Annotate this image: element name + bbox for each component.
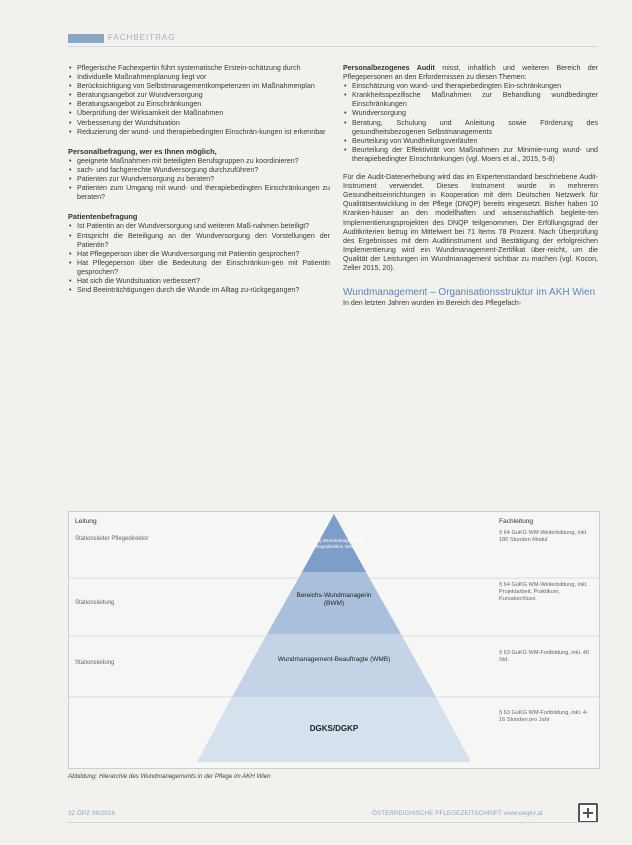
- hierarchy-figure: [68, 511, 600, 769]
- right-level-label: § 64 GuKG WM-Weiterbildung, inkl. 180 Stunden Modul: [499, 530, 588, 543]
- list-item: • Beratung, Schulung und Anleitung sowie Förderung des gesundheitsbezogenen Selbstmanagements: [343, 119, 598, 137]
- right-level-label: § 63 GuKG WM-Fortbildung, inkl. 4-16 Stunden pro Jahr: [499, 710, 588, 723]
- right-level-label: § 63 GuKG WM-Fortbildung, inkl. 40 Std.: [499, 650, 590, 663]
- list-item: • Überprüfung der Wirksamkeit der Maßnahmen: [68, 109, 330, 118]
- list-item: • Sind Beeinträchtigungen durch die Wunde im Alltag zu-rückgegangen?: [68, 286, 330, 295]
- list-item: • geeignete Maßnahmen mit beteiligten Berufsgruppen zu koordinieren?: [68, 157, 330, 166]
- left-level-label: Stationsleiter Pflegedirektor: [75, 536, 149, 542]
- list-item: • Reduzierung der wund- und therapiebedingten Einschrän-kungen ist erkennbar: [68, 128, 330, 137]
- right-column: [343, 64, 598, 308]
- list-item: • Ist Patientin an der Wundversorgung und weiteren Maß-nahmen beteiligt?: [68, 222, 330, 231]
- list-item: • Individuelle Maßnahmenplanung liegt vor: [68, 73, 330, 82]
- audit-intro-text: misst, inhaltlich und weiteren Bereich der Pflegepersonen an den Erfordernissen zu diesen Themen:: [343, 64, 598, 82]
- list-item: • Einschätzung von wund- und therapiebedingten Ein-schränkungen: [343, 82, 598, 91]
- list-item: • Krankheitsspezifische Maßnahmen zur Behandlung wundbedingter Einschränkungen: [343, 91, 598, 109]
- list-item: • Verbesserung der Wundsituation: [68, 119, 330, 128]
- pyramid-label-top: Leitung Wundmanagement Pflegedirektion Wien: [306, 538, 362, 549]
- left-level-label: Stationsleitung: [75, 660, 115, 666]
- section-text: In den letzten Jahren wurden im Bereich des Pflegefach-: [343, 298, 522, 307]
- right-level-label: § 64 GuKG WM-Weiterbildung, inkl. Projektarbeit, Praktikum, Kursabschluss: [499, 582, 588, 602]
- list-item: • sach- und fachgerechte Wundversorgung durchzuführen?: [68, 166, 330, 175]
- footer-divider: [68, 822, 598, 823]
- patient-survey-heading: Patientenbefragung: [68, 212, 138, 222]
- list-item: • Wundversorgung: [343, 109, 598, 118]
- footer-publication: ÖSTERREICHISCHE PFLEGEZEITSCHRIFT www.oegkv.at: [372, 810, 543, 817]
- left-column: [68, 64, 330, 295]
- list-item: • Hat Pflegeperson über die Bedeutung der Einschränkun-gen mit Patientin gesprochen?: [68, 259, 330, 277]
- left-level-label: Stationsleitung: [75, 600, 115, 606]
- patient-survey-list: [68, 222, 330, 295]
- pyramid-label-base: DGKS/DGKP: [309, 724, 359, 733]
- list-item: • Patienten zum Umgang mit wund- und therapiebedingten Einschränkungen zu beraten?: [68, 184, 330, 202]
- audit-paragraph: Für die Audit-Datenerhebung wird das im Expertenstandard beschriebene Audit-Instrument verwendet. Dieses Instrument wurde in mehreren Gesundheitseinrichtungen in Kooperation mit dem Deutschen Netzwerk für Qualitätsentwicklung in der Pflege (DNQP) bereits eingesetzt. Bisher haben 10 Kranken-häuser an den modellhaften und wissenschaftlich begleite-ten Implementierungsprojekten des DNQP teilgenommen. Der Erfüllungsgrad der Auditkriterien betrug im Mittelwert bei 71 Items 78 Prozent. Nach Überprüfung des Ergebnisses mit dem Auditinstrument und Bestätigung der erfolgreichen Implementierung wird ein Wundmanagement-Zertifikat über-reicht, um die Qualität der Leistungen im Wundmanagement sichtbar zu machen (vgl. Kocon, Zeller 2015, 20).: [343, 173, 598, 272]
- list-item: • Berücksichtigung von Selbstmanagementkompetenzen im Maßnahmenplan: [68, 82, 330, 91]
- figure-caption: Abbildung: Hierarchie des Wundmanagements in der Pflege im AKH Wien: [68, 773, 271, 780]
- figure-left-header: Leitung: [75, 518, 97, 525]
- list-item: • Patienten zur Wundversorgung zu beraten?: [68, 175, 330, 184]
- pyramid-label-bwm: Bereichs-Wundmanagerin (BWM): [296, 592, 372, 607]
- pyramid-level-wmb: [232, 634, 436, 697]
- section-label: FACHBEITRAG: [108, 33, 176, 42]
- list-item: • Hat sich die Wundsituation verbessert?: [68, 277, 330, 286]
- list-item: • Pflegerische Fachexpertin führt systematische Erstein-schätzung durch: [68, 64, 330, 73]
- audit-intro-bold: Personalbezogenes Audit: [343, 64, 435, 72]
- section-header: [68, 32, 598, 47]
- footer-page-info: 32 ÖPZ 06/2016: [68, 810, 115, 817]
- section-marker: [68, 34, 104, 43]
- list-item: • Hat Pflegeperson über die Wundversorgung mit Patientin gesprochen?: [68, 250, 330, 259]
- audit-topics-list: [343, 82, 598, 164]
- staff-survey-list: [68, 157, 330, 202]
- figure-right-header: Fachleitung: [499, 518, 534, 525]
- criteria-list: [68, 64, 330, 137]
- audit-intro: [343, 64, 598, 82]
- cross-logo-icon: [578, 803, 598, 823]
- list-item: • Beratungsangebot zur Wundversorgung: [68, 91, 330, 100]
- staff-survey-heading: Personalbefragung, wer es Ihnen möglich,: [68, 146, 217, 156]
- list-item: • Beurteilung von Wundheilungsverläufen: [343, 137, 598, 146]
- list-item: • Beratungsangebot zu Einschränkungen: [68, 100, 330, 109]
- list-item: • Entspricht die Beteiligung an der Wundversorgung den Vorstellungen der Patientin?: [68, 232, 330, 250]
- list-item: • Beurteilung der Effektivität von Maßnahmen zur Minimie-rung wund- und therapiebedingter Einschränkungen (vgl. Moers et al., 2015, 5-8): [343, 146, 598, 164]
- pyramid-label-wmb: Wundmanagement-Beauftragte (WMB): [277, 656, 391, 663]
- section-heading: Wundmanagement – Organisationsstruktur im AKH Wien: [343, 287, 596, 299]
